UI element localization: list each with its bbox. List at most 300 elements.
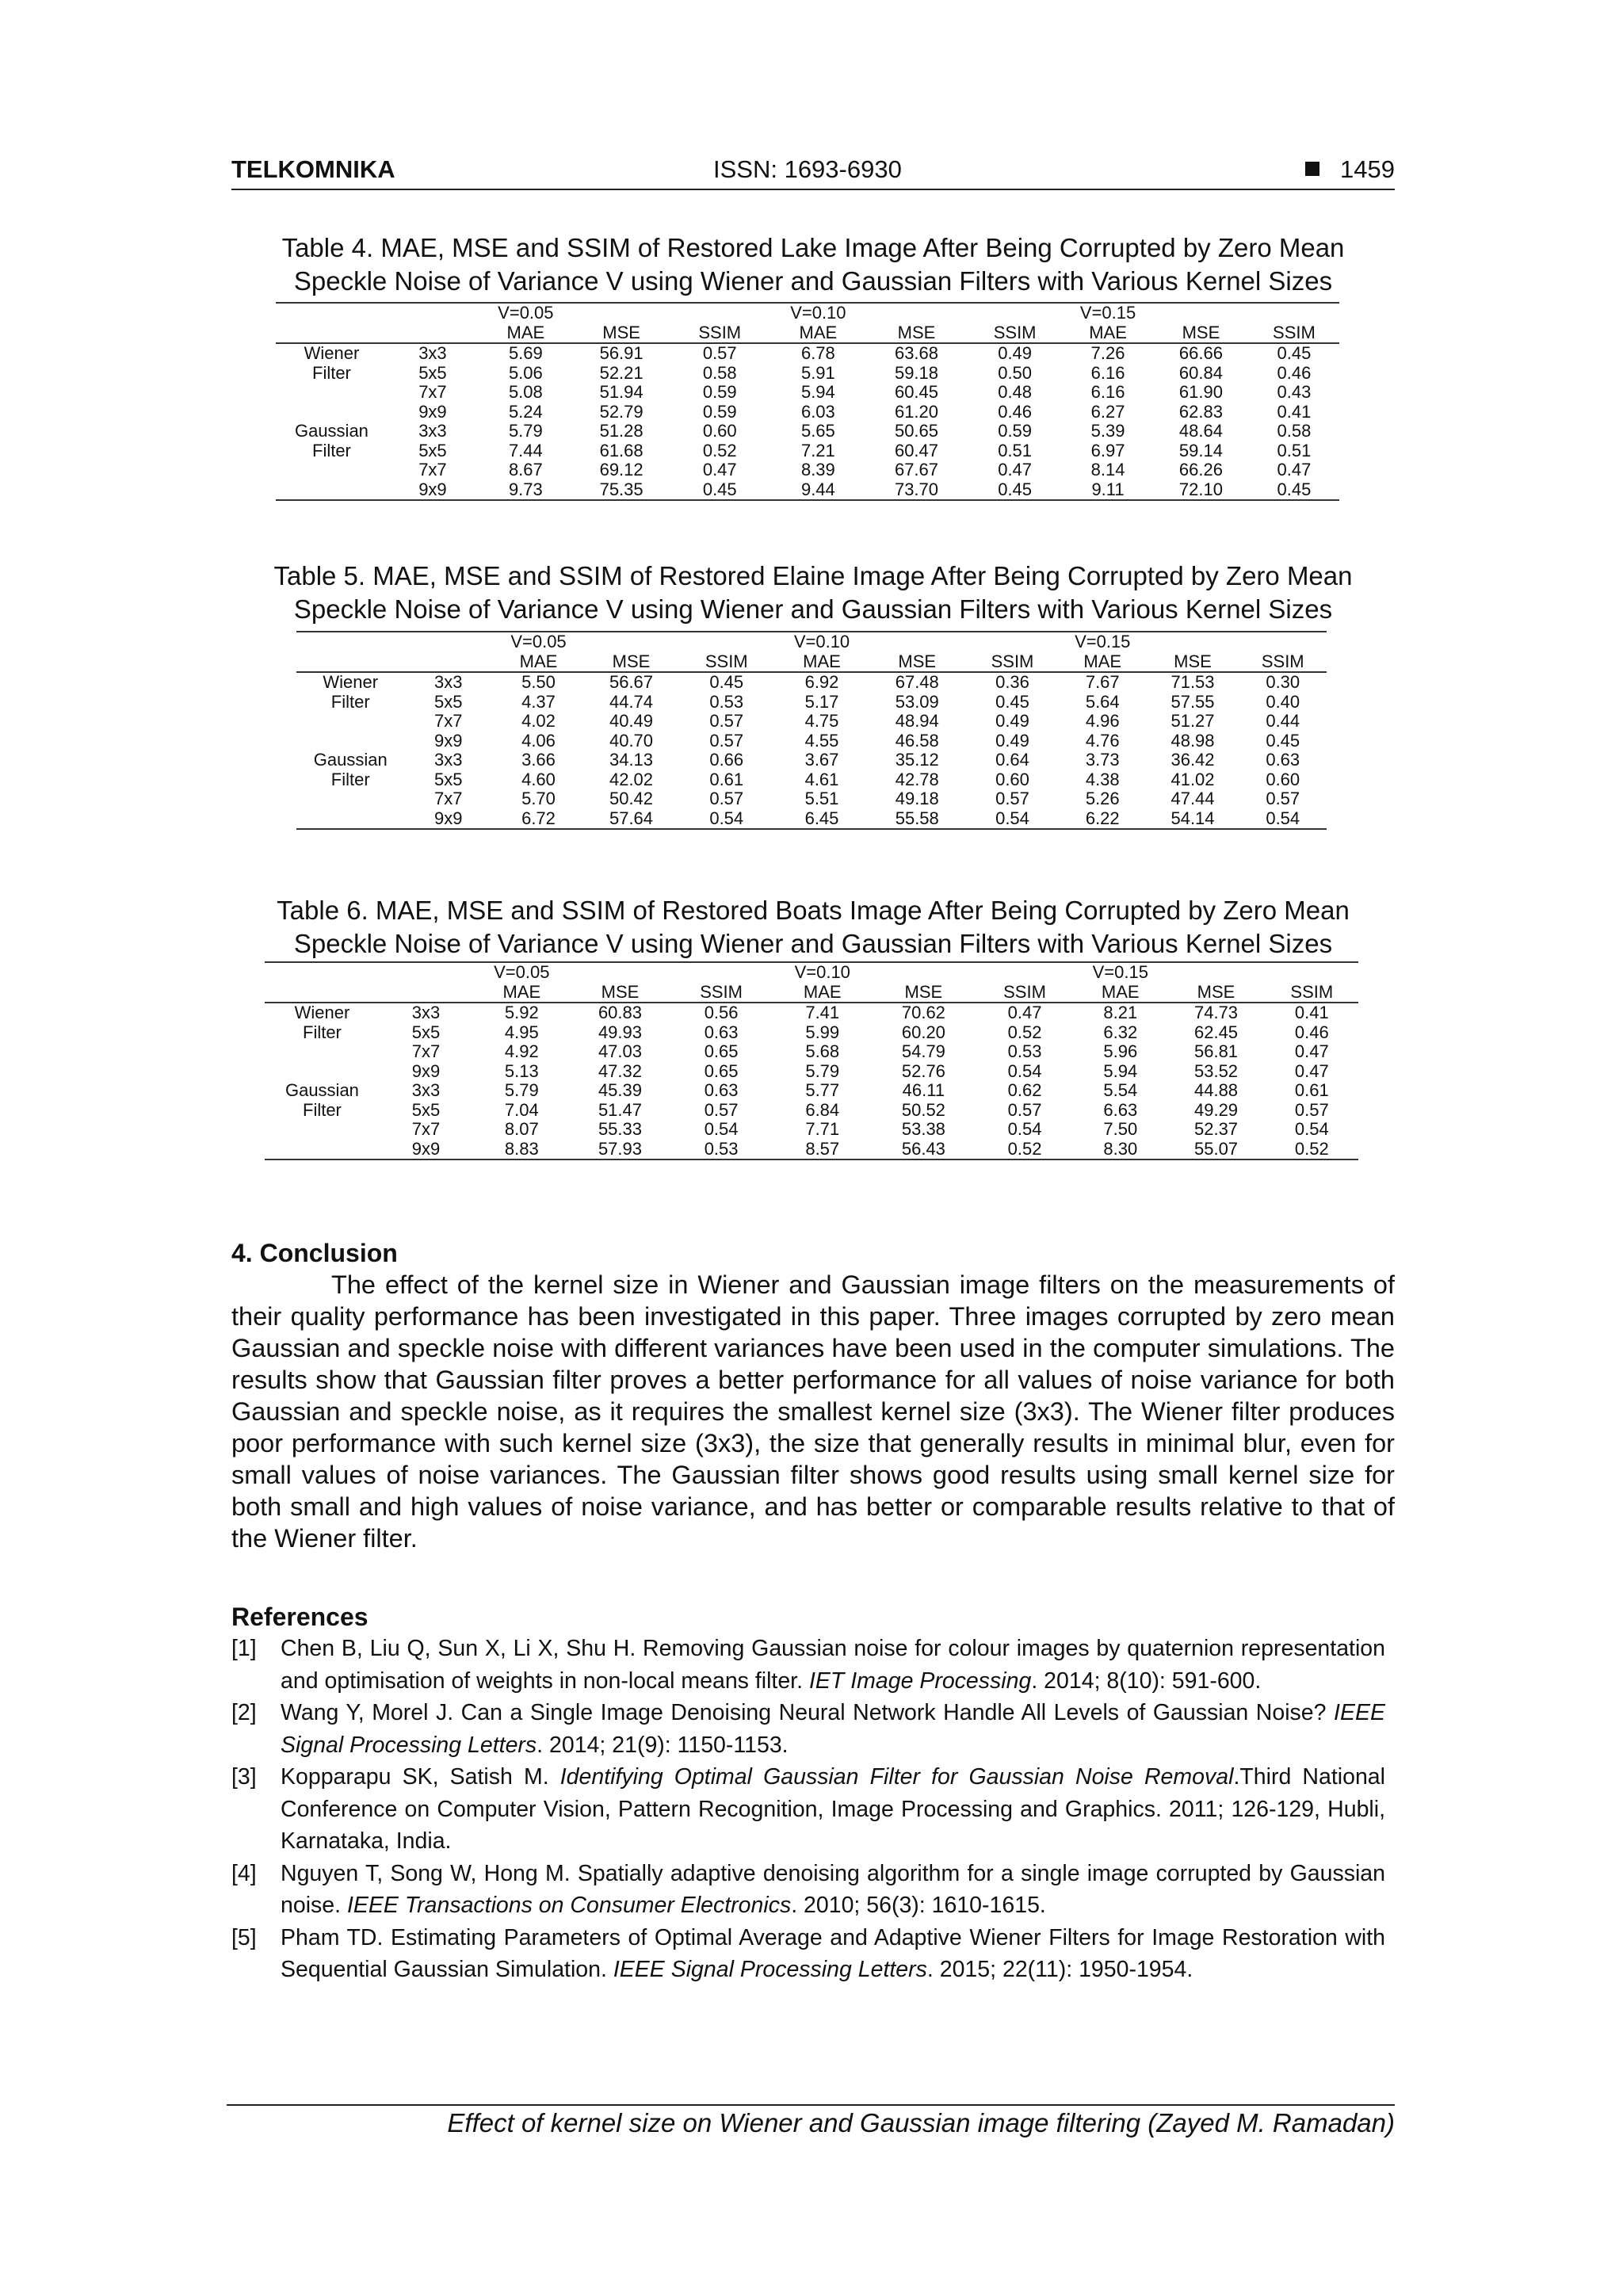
value-cell: 0.49 [995,711,1029,731]
value-cell: 5.79 [508,421,543,441]
value-cell: 67.67 [894,460,939,479]
value-cell: 6.22 [1059,809,1147,830]
value-cell: 46.11 [902,1080,945,1100]
value-cell: 52.37 [1193,1119,1239,1139]
value-cell: 0.57 [709,711,744,731]
value-cell: 55.58 [869,809,967,830]
value-cell: 52.21 [599,362,643,383]
value-cell: 0.58 [702,362,737,383]
value-cell: 8.21 [1103,1003,1138,1022]
value-cell: 0.58 [1277,421,1312,441]
value-cell: 61.90 [1178,382,1223,402]
metric-header: MSE [1167,983,1265,1003]
value-cell: 0.30 [1266,672,1300,692]
table-row [265,1081,1358,1101]
value-cell: 0.57 [995,789,1029,808]
metric-header: SSIM [670,983,773,1003]
value-cell: 0.59 [702,382,737,402]
value-cell: 4.60 [521,769,556,789]
value-cell: 53.09 [895,691,939,712]
value-cell: 8.30 [1074,1140,1167,1160]
value-cell: 0.40 [1266,691,1300,712]
page-header [231,155,1395,190]
value-cell: 0.57 [702,343,737,363]
table-row [265,1003,1358,1023]
metric-header: SSIM [678,652,776,673]
table-4 [276,302,1339,501]
value-cell: 60.83 [598,1003,642,1022]
metric-header: MSE [1153,323,1249,344]
value-cell: 0.52 [702,440,737,460]
value-cell: 9.73 [478,480,574,501]
value-cell: 54.79 [901,1041,945,1061]
filter-cell: Wiener [304,343,360,363]
value-cell: 0.45 [1277,343,1312,363]
value-cell: 52.76 [901,1060,945,1081]
reference-item: [2] Wang Y, Morel J. Can a Single Image Denoising Neural Network Handle All Levels of Gaussian Noise? IEEE Signal Processing Letters. 2014; 21(9): 1150-1153. [231,1700,1385,1758]
value-cell: 73.70 [866,480,967,501]
metric-header: MAE [1063,323,1153,344]
value-cell: 62.45 [1193,1022,1239,1042]
value-cell: 9.44 [770,480,866,501]
value-cell: 0.46 [1294,1022,1329,1042]
references-title: References [231,1603,369,1631]
table-row [265,1023,1358,1043]
value-cell: 6.16 [1090,362,1125,383]
kernel-cell: 3x3 [411,1080,441,1100]
value-cell: 60.20 [901,1022,945,1042]
value-cell: 5.91 [800,362,835,383]
value-cell: 0.47 [998,460,1033,479]
filter-cell: Filter [330,691,370,712]
value-cell: 0.45 [670,480,770,501]
value-cell: 8.83 [472,1140,571,1160]
filter-cell: Filter [303,1099,342,1120]
value-cell: 4.02 [521,711,556,731]
value-cell: 0.45 [967,480,1063,501]
value-cell: 50.42 [609,789,654,808]
metric-header: SSIM [1239,652,1327,673]
value-cell: 0.46 [1277,362,1312,383]
filter-cell [296,732,405,751]
value-cell: 57.64 [585,809,678,830]
value-cell: 56.67 [609,672,654,692]
table-row [265,1120,1358,1140]
value-cell: 62.83 [1178,401,1223,422]
filter-cell [276,460,388,480]
journal-name: TELKOMNIKA [231,155,395,183]
kernel-cell: 7x7 [418,382,447,402]
value-cell: 4.76 [1085,730,1120,751]
value-cell: 61.20 [894,401,939,422]
value-cell: 3.66 [521,750,556,770]
value-cell: 8.39 [800,460,835,479]
kernel-cell: 3x3 [411,1003,441,1022]
filter-cell [265,1042,380,1062]
table-row [276,343,1339,364]
value-cell: 57.93 [571,1140,669,1160]
filter-cell [276,403,388,422]
value-cell: 0.52 [1266,1140,1358,1160]
value-cell: 5.96 [1103,1041,1138,1061]
table-row [276,480,1339,501]
value-cell: 5.99 [805,1022,840,1042]
table-row [296,751,1327,770]
value-cell: 5.51 [804,789,839,808]
value-cell: 59.18 [894,362,939,383]
value-cell: 55.07 [1167,1140,1265,1160]
filter-cell: Gaussian [294,421,369,441]
footer-rule [227,2104,1395,2106]
value-cell: 4.95 [504,1022,539,1042]
value-cell: 6.97 [1090,440,1125,460]
value-cell: 0.54 [1294,1119,1329,1139]
filter-cell [296,809,405,830]
value-cell: 46.58 [895,730,939,751]
value-cell: 57.55 [1170,691,1215,712]
value-cell: 6.16 [1090,382,1125,402]
value-cell: 0.45 [1266,730,1300,751]
value-cell: 4.37 [521,691,556,712]
kernel-cell: 9x9 [388,480,478,501]
value-cell: 47.44 [1170,789,1215,808]
value-cell: 0.64 [995,750,1029,770]
value-cell: 59.14 [1178,440,1223,460]
value-cell: 6.78 [800,343,835,363]
value-cell: 0.47 [1294,1060,1329,1081]
table-row [296,712,1327,732]
value-cell: 0.36 [995,672,1029,692]
value-cell: 63.68 [894,343,939,363]
value-cell: 51.27 [1170,711,1215,731]
value-cell: 0.57 [704,1099,739,1120]
references-list [231,1633,1385,1986]
footer-text: Effect of kernel size on Wiener and Gaussian image filtering (Zayed M. Ramadan) [447,2108,1395,2137]
value-cell: 5.69 [508,343,543,363]
kernel-cell: 5x5 [418,440,447,460]
value-cell: 5.77 [805,1080,840,1100]
value-cell: 0.54 [966,809,1059,830]
value-cell: 6.03 [800,401,835,422]
value-cell: 60.47 [894,440,939,460]
value-cell: 71.53 [1170,672,1215,692]
value-cell: 7.44 [508,440,543,460]
value-cell: 4.75 [804,711,839,731]
kernel-cell: 5x5 [434,769,463,789]
kernel-cell: 7x7 [434,711,463,731]
value-cell: 75.35 [574,480,670,501]
value-cell: 6.84 [805,1099,840,1120]
page-number: 1459 [1305,155,1395,184]
value-cell: 56.91 [599,343,643,363]
value-cell: 50.65 [894,421,939,441]
value-cell: 74.73 [1193,1003,1239,1022]
table-row [276,364,1339,384]
kernel-cell: 7x7 [411,1119,441,1139]
value-cell: 0.56 [704,1003,739,1022]
value-cell: 0.57 [709,789,744,808]
table-5 [296,631,1327,830]
table-row [296,672,1327,693]
value-cell: 66.26 [1178,460,1223,479]
variance-header: V=0.05 [492,632,585,652]
value-cell: 45.39 [598,1080,642,1100]
value-cell: 0.54 [1007,1060,1042,1081]
value-cell: 0.65 [704,1041,739,1061]
value-cell: 0.60 [702,421,737,441]
value-cell: 52.79 [599,401,643,422]
value-cell: 4.96 [1085,711,1120,731]
metric-header: MAE [1059,652,1147,673]
value-cell: 5.92 [504,1003,539,1022]
value-cell: 0.45 [995,691,1029,712]
value-cell: 70.62 [901,1003,945,1022]
value-cell: 50.52 [901,1099,945,1120]
value-cell: 6.45 [776,809,869,830]
reference-item: [5] Pham TD. Estimating Parameters of Optimal Average and Adaptive Wiener Filters for Image Restoration with Sequential Gaussian Simulation. IEEE Signal Processing Letters. 2015; 22(11): 1950-1954. [231,1924,1385,1982]
filter-cell [265,1062,380,1082]
value-cell: 0.61 [1294,1080,1329,1100]
value-cell: 0.41 [1277,401,1312,422]
table-row [276,403,1339,422]
metric-header: MAE [773,983,872,1003]
variance-header: V=0.15 [1063,303,1153,323]
value-cell: 47.32 [598,1060,642,1081]
value-cell: 0.46 [998,401,1033,422]
reference-item: [4] Nguyen T, Song W, Hong M. Spatially adaptive denoising algorithm for a single image corrupted by Gaussian noise. IEEE Transactions on Consumer Electronics. 2010; 56(3): 1610-1615. [231,1860,1385,1918]
value-cell: 5.13 [504,1060,539,1081]
variance-header: V=0.15 [1074,962,1167,983]
value-cell: 0.65 [704,1060,739,1081]
value-cell: 5.24 [508,401,543,422]
value-cell: 4.38 [1085,769,1120,789]
table-row [296,693,1327,712]
metric-header: MAE [492,652,585,673]
kernel-cell: 3x3 [418,421,447,441]
kernel-cell: 7x7 [434,789,463,808]
variance-header: V=0.10 [770,303,866,323]
metric-header: MAE [776,652,869,673]
metric-header: MSE [872,983,976,1003]
value-cell: 7.26 [1090,343,1125,363]
table-5-caption: Table 5. MAE, MSE and SSIM of Restored Elaine Image After Being Corrupted by Zero Mean Speckle Noise of Variance V using Wiener and Gaussian Filters with Various Kernel Sizes [273,561,1353,624]
value-cell: 8.07 [504,1119,539,1139]
value-cell: 0.59 [702,401,737,422]
metric-header: MAE [1074,983,1167,1003]
value-cell: 6.72 [492,809,585,830]
value-cell: 6.92 [804,672,839,692]
table-6-caption: Table 6. MAE, MSE and SSIM of Restored Boats Image After Being Corrupted by Zero Mean Speckle Noise of Variance V using Wiener and Gaussian Filters with Various Kernel Sizes [277,896,1350,958]
filter-cell [276,383,388,403]
variance-header: V=0.05 [472,962,571,983]
value-cell: 0.66 [709,750,744,770]
filter-cell: Filter [303,1022,342,1042]
value-cell: 5.65 [800,421,835,441]
metric-header: MSE [1147,652,1239,673]
value-cell: 0.62 [1007,1080,1042,1100]
value-cell: 0.52 [976,1140,1074,1160]
value-cell: 6.32 [1103,1022,1138,1042]
value-cell: 5.79 [504,1080,539,1100]
value-cell: 72.10 [1153,480,1249,501]
table-row [265,1062,1358,1082]
value-cell: 0.47 [1294,1041,1329,1061]
metric-header: MSE [869,652,967,673]
value-cell: 4.06 [521,730,556,751]
filter-cell: Filter [312,440,351,460]
value-cell: 0.54 [1239,809,1327,830]
table-row [296,770,1327,790]
value-cell: 49.18 [895,789,939,808]
value-cell: 5.50 [521,672,556,692]
filter-cell: Gaussian [285,1080,359,1100]
kernel-cell: 5x5 [418,362,447,383]
value-cell: 51.28 [599,421,643,441]
value-cell: 0.47 [702,460,737,479]
value-cell: 51.47 [598,1099,642,1120]
conclusion-paragraph: The effect of the kernel size in Wiener and Gaussian image filters on the measurements of their quality performance has been investigated in this paper. Three images corrupted by zero mean Gaussian and speckle noise with different variances have been used in the computer simulations. The results show that Gaussian filter proves a better performance for all values of noise variance for both Gaussian and speckle noise, as it requires the smallest kernel size (3x3). The Wiener filter produces poor performance with such kernel size (3x3), the size that generally results in minimal blur, even for small values of noise variances. The Gaussian filter shows good results using small kernel size for both small and high values of noise variance, and has better or comparable results relative to that of the Wiener filter. [231,1270,1395,1553]
value-cell: 44.74 [609,691,654,712]
value-cell: 0.49 [998,343,1033,363]
value-cell: 5.06 [508,362,543,383]
value-cell: 0.51 [1277,440,1312,460]
value-cell: 44.88 [1193,1080,1239,1100]
kernel-cell: 9x9 [405,809,493,830]
value-cell: 5.94 [800,382,835,402]
issn: ISSN: 1693-6930 [713,155,902,183]
value-cell: 6.27 [1090,401,1125,422]
value-cell: 0.48 [998,382,1033,402]
value-cell: 0.60 [995,769,1029,789]
value-cell: 53.52 [1193,1060,1239,1081]
value-cell: 0.49 [995,730,1029,751]
value-cell: 7.71 [805,1119,840,1139]
kernel-cell: 5x5 [411,1022,441,1042]
value-cell: 0.61 [709,769,744,789]
filter-cell: Gaussian [313,750,388,770]
filter-cell: Filter [330,769,370,789]
value-cell: 0.63 [704,1022,739,1042]
value-cell: 4.55 [804,730,839,751]
kernel-cell: 7x7 [411,1041,441,1061]
value-cell: 41.02 [1170,769,1215,789]
metric-header: SSIM [976,983,1074,1003]
metric-header: SSIM [1249,323,1339,344]
value-cell: 0.54 [1007,1119,1042,1139]
value-cell: 49.93 [598,1022,642,1042]
table-row [265,1042,1358,1062]
variance-header: V=0.10 [773,962,872,983]
value-cell: 60.84 [1178,362,1223,383]
kernel-cell: 3x3 [434,750,463,770]
value-cell: 69.12 [599,460,643,479]
value-cell: 36.42 [1170,750,1215,770]
table-row [296,732,1327,751]
value-cell: 5.08 [508,382,543,402]
reference-item: [1] Chen B, Liu Q, Sun X, Li X, Shu H. Removing Gaussian noise for colour images by quaternion representation and optimisation of weights in non-local means filter. IET Image Processing. 2014; 8(10): 591-600. [231,1636,1385,1694]
kernel-cell: 9x9 [418,401,447,422]
value-cell: 0.59 [998,421,1033,441]
value-cell: 0.54 [704,1119,739,1139]
filter-cell: Wiener [294,1003,350,1022]
value-cell: 40.70 [609,730,654,751]
value-cell: 0.57 [709,730,744,751]
variance-header: V=0.10 [776,632,869,652]
value-cell: 3.73 [1085,750,1120,770]
value-cell: 0.53 [709,691,744,712]
value-cell: 42.02 [609,769,654,789]
table-row [296,789,1327,809]
kernel-cell: 5x5 [411,1099,441,1120]
value-cell: 5.79 [805,1060,840,1081]
kernel-cell: 3x3 [434,672,463,692]
value-cell: 0.47 [1277,460,1312,479]
value-cell: 7.67 [1085,672,1120,692]
metric-header: SSIM [967,323,1063,344]
value-cell: 0.47 [1007,1003,1042,1022]
filter-cell [296,712,405,732]
value-cell: 34.13 [609,750,654,770]
value-cell: 48.98 [1170,730,1215,751]
value-cell: 54.14 [1147,809,1239,830]
metric-header: MSE [571,983,669,1003]
kernel-cell: 3x3 [418,343,447,363]
value-cell: 0.57 [1266,789,1300,808]
value-cell: 0.52 [1007,1022,1042,1042]
table-row [276,460,1339,480]
reference-item: [3] Kopparapu SK, Satish M. Identifying Optimal Gaussian Filter for Gaussian Noise Removal.Third National Conference on Computer Vision, Pattern Recognition, Image Processing and Graphics. 2011; 126-129, Hubli, Karnataka, India. [231,1764,1385,1854]
metric-header: MSE [574,323,670,344]
value-cell: 5.39 [1090,421,1125,441]
value-cell: 0.60 [1266,769,1300,789]
table-row [265,1140,1358,1160]
value-cell: 61.68 [599,440,643,460]
value-cell: 66.66 [1178,343,1223,363]
metric-header: MAE [472,983,571,1003]
metric-header: MSE [866,323,967,344]
value-cell: 5.70 [521,789,556,808]
value-cell: 7.50 [1103,1119,1138,1139]
value-cell: 35.12 [895,750,939,770]
value-cell: 48.94 [895,711,939,731]
section-title-conclusion: 4. Conclusion [231,1239,398,1267]
value-cell: 56.43 [872,1140,976,1160]
value-cell: 40.49 [609,711,654,731]
kernel-cell: 9x9 [434,730,463,751]
value-cell: 5.64 [1085,691,1120,712]
table-6 [265,961,1358,1160]
metric-header: SSIM [966,652,1059,673]
metric-header: MAE [770,323,866,344]
metric-header: SSIM [1266,983,1358,1003]
filter-cell [296,789,405,809]
value-cell: 0.43 [1277,382,1312,402]
value-cell: 7.21 [800,440,835,460]
table-4-caption: Table 4. MAE, MSE and SSIM of Restored Lake Image After Being Corrupted by Zero Mean Speckle Noise of Variance V using Wiener and Gaussian Filters with Various Kernel Sizes [281,233,1345,296]
variance-header: V=0.15 [1059,632,1147,652]
value-cell: 5.26 [1085,789,1120,808]
value-cell: 55.33 [598,1119,642,1139]
filter-cell: Filter [312,362,351,383]
value-cell: 5.68 [805,1041,840,1061]
value-cell: 0.63 [704,1080,739,1100]
value-cell: 67.48 [895,672,939,692]
square-bullet-icon [1305,162,1319,176]
value-cell: 0.51 [998,440,1033,460]
value-cell: 8.14 [1090,460,1125,479]
table-row [276,422,1339,441]
value-cell: 7.41 [805,1003,840,1022]
